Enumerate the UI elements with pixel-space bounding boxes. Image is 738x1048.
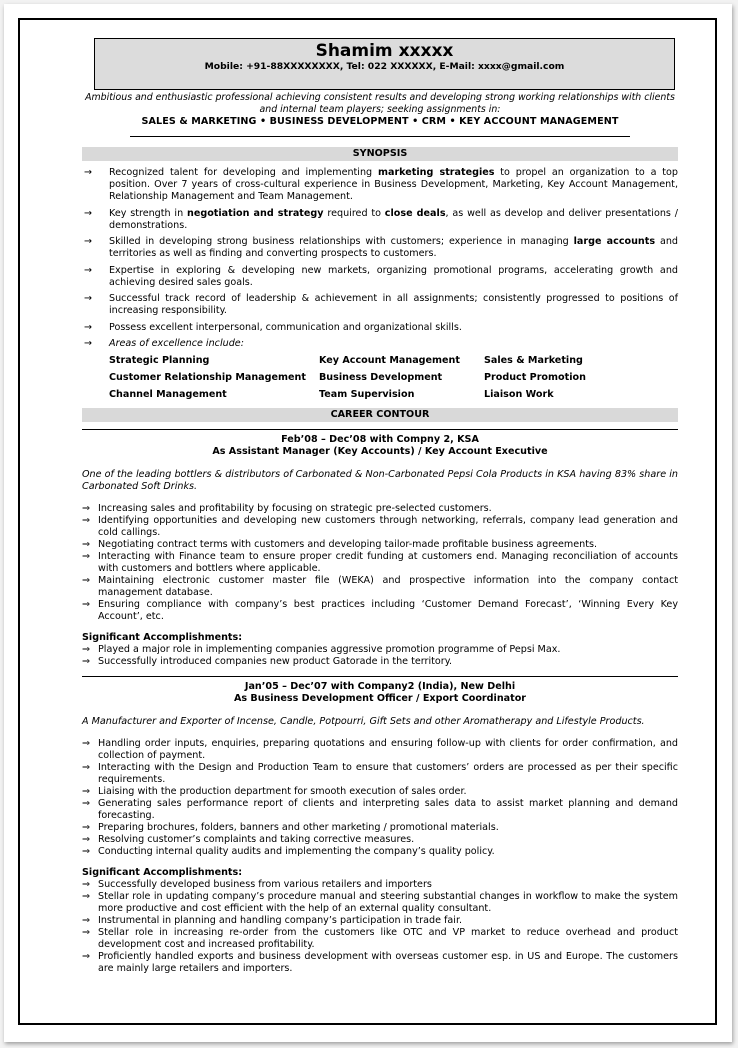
- emphasis-text: marketing strategies: [377, 167, 495, 178]
- synopsis-item: [82, 208, 678, 232]
- double-arrow-bullet-icon: ⇒: [82, 550, 91, 562]
- job-duty: [82, 515, 678, 539]
- duty-text: Preparing brochures, folders, banners and other marketing / promotional materials.: [98, 821, 499, 833]
- job-role: As Business Development Officer / Export Coordinator: [233, 692, 527, 704]
- accomplishments-list: [82, 644, 678, 668]
- job-duties-list: [82, 738, 678, 858]
- company-description: One of the leading bottlers & distributors of Carbonated & Non-Carbonated Pepsi Cola Products in KSA having 83% share in Carbonated Soft Drinks.: [82, 468, 678, 492]
- resume-header: [94, 38, 675, 90]
- double-arrow-bullet-icon: ⇒: [82, 821, 91, 833]
- accomplishment-text: Stellar role in updating company’s procedure manual and steering substantial changes in workflow to make the system more productive and cost efficient with the help of an external quality consultant.: [98, 890, 678, 914]
- excellence-grid: [82, 355, 678, 401]
- synopsis-text: Possess excellent interpersonal, communication and organizational skills.: [109, 321, 462, 333]
- double-arrow-bullet-icon: ⇒: [82, 655, 91, 667]
- resume-content: [82, 20, 678, 975]
- candidate-name: Shamim xxxxx: [315, 41, 454, 61]
- excellence-label: Areas of excellence include:: [109, 338, 244, 349]
- job-period: Jan’05 – Dec’07 with Company2 (India), New Delhi: [244, 680, 516, 692]
- job-duty: [82, 822, 678, 834]
- job-duty: [82, 786, 678, 798]
- excellence-skill: Product Promotion: [484, 371, 586, 383]
- excellence-skill: Key Account Management: [319, 354, 460, 366]
- double-arrow-bullet-icon: ⇒: [82, 833, 91, 845]
- accomplishment-text: Instrumental in planning and handling company’s participation in trade fair.: [98, 914, 463, 926]
- job-duty: [82, 503, 678, 515]
- double-arrow-bullet-icon: ⇒: [82, 502, 91, 514]
- accomplishment-item: [82, 656, 678, 668]
- excellence-item: [82, 338, 678, 350]
- accomplishments-heading: Significant Accomplishments:: [82, 631, 243, 643]
- double-arrow-bullet-icon: ⇒: [82, 598, 91, 610]
- accomplishment-item: [82, 951, 678, 975]
- excellence-skill: Strategic Planning: [109, 354, 210, 366]
- double-arrow-bullet-icon: ⇒: [82, 643, 91, 655]
- double-arrow-bullet-icon: ⇒: [82, 797, 91, 809]
- summary-divider: [130, 136, 630, 137]
- synopsis-text: , as well as develop and deliver presentations / demonstrations.: [109, 207, 678, 231]
- arrow-bullet-icon: →: [84, 293, 93, 304]
- arrow-bullet-icon: →: [84, 264, 93, 276]
- accomplishment-item: [82, 915, 678, 927]
- synopsis-item: [82, 236, 678, 260]
- duty-text: Identifying opportunities and developing new customers through networking, referrals, company lead generation and cold callings.: [98, 514, 678, 538]
- accomplishment-item: [82, 644, 678, 656]
- job-duty: [82, 798, 678, 822]
- excellence-skill: Business Development: [319, 371, 443, 383]
- job-duty: [82, 846, 678, 858]
- emphasis-text: large accounts: [573, 236, 656, 247]
- career-heading: CAREER CONTOUR: [82, 408, 678, 422]
- accomplishment-item: [82, 879, 678, 891]
- job-duty: [82, 599, 678, 623]
- double-arrow-bullet-icon: ⇒: [82, 737, 91, 749]
- duty-text: Generating sales performance report of clients and interpreting sales data to assist market planning and demand forecasting.: [98, 797, 678, 821]
- duty-text: Liaising with the production department for smooth execution of sales order.: [98, 785, 467, 797]
- double-arrow-bullet-icon: ⇒: [82, 950, 91, 962]
- synopsis-heading: SYNOPSIS: [82, 147, 678, 161]
- synopsis-list: [82, 167, 678, 401]
- arrow-bullet-icon: →: [84, 207, 93, 219]
- accomplishment-text: Successfully developed business from various retailers and importers: [98, 878, 432, 890]
- double-arrow-bullet-icon: ⇒: [82, 574, 91, 586]
- job-duty: [82, 762, 678, 786]
- synopsis-item: [82, 265, 678, 289]
- double-arrow-bullet-icon: ⇒: [82, 878, 91, 890]
- synopsis-item: [82, 322, 678, 334]
- excellence-skill: Channel Management: [109, 388, 227, 400]
- accomplishment-text: Successfully introduced companies new product Gatorade in the territory.: [98, 655, 453, 667]
- synopsis-text: Expertise in exploring & developing new markets, organizing promotional programs, accelerating growth and achieving desired sales goals.: [109, 264, 678, 288]
- job-duty: [82, 575, 678, 599]
- double-arrow-bullet-icon: ⇒: [82, 890, 91, 902]
- target-domains: SALES & MARKETING • BUSINESS DEVELOPMENT • CRM • KEY ACCOUNT MANAGEMENT: [141, 116, 619, 127]
- double-arrow-bullet-icon: ⇒: [82, 845, 91, 857]
- synopsis-text: to propel an organization to a top position. Over 7 years of cross-cultural experience in Business Development, Marketing, Key Account Management, Relationship Management and Team Management.: [109, 167, 678, 202]
- duty-text: Conducting internal quality audits and implementing the company’s quality policy.: [98, 845, 495, 857]
- double-arrow-bullet-icon: ⇒: [82, 514, 91, 526]
- arrow-bullet-icon: →: [84, 338, 93, 349]
- company-description: A Manufacturer and Exporter of Incense, Candle, Potpourri, Gift Sets and other Aromatherapy and Lifestyle Products.: [82, 715, 645, 727]
- accomplishments-heading: Significant Accomplishments:: [82, 866, 243, 878]
- job-duty: [82, 551, 678, 575]
- synopsis-text: Key strength in: [109, 207, 187, 219]
- accomplishment-item: [82, 927, 678, 951]
- synopsis-item: [82, 293, 678, 317]
- duty-text: Maintaining electronic customer master file (WEKA) and prospective information into the company contact management database.: [98, 574, 678, 598]
- accomplishments-list: [82, 879, 678, 975]
- duty-text: Increasing sales and profitability by focusing on strategic pre-selected customers.: [98, 502, 492, 514]
- double-arrow-bullet-icon: ⇒: [82, 926, 91, 938]
- excellence-skill: Liaison Work: [484, 388, 554, 400]
- emphasis-text: close deals: [384, 207, 446, 219]
- duty-text: Interacting with the Design and Production Team to ensure that customers’ orders are processed as per their specific requirements.: [98, 761, 678, 785]
- double-arrow-bullet-icon: ⇒: [82, 914, 91, 926]
- excellence-skill: Sales & Marketing: [484, 354, 583, 366]
- excellence-skill: Team Supervision: [319, 388, 415, 400]
- accomplishment-text: Played a major role in implementing companies aggressive promotion programme of Pepsi Max.: [98, 643, 561, 655]
- job-header: [82, 676, 678, 705]
- excellence-skill: Customer Relationship Management: [109, 371, 306, 383]
- duty-text: Negotiating contract terms with customers and developing tailor-made profitable business agreements.: [98, 538, 598, 550]
- duty-text: Resolving customer’s complaints and taking corrective measures.: [98, 833, 415, 845]
- arrow-bullet-icon: →: [84, 236, 93, 247]
- job-header: [82, 429, 678, 458]
- duty-text: Handling order inputs, enquiries, preparing quotations and ensuring follow-up with clients for order confirmation, and collection of payment.: [98, 737, 678, 761]
- synopsis-text: and territories as well as finding and converting prospects to customers.: [109, 236, 678, 259]
- job-duties-list: [82, 503, 678, 623]
- duty-text: Ensuring compliance with company’s best practices including ‘Customer Demand Forecast’, ‘Winning Every Key Account’, etc.: [98, 598, 678, 622]
- career-jobs: [82, 429, 678, 975]
- job-role: As Assistant Manager (Key Accounts) / Key Account Executive: [212, 445, 548, 457]
- accomplishment-text: Stellar role in increasing re-order from the customers like OTC and VP market to reduce overhead and product development cost and increased profitability.: [98, 926, 678, 950]
- job-duty: [82, 834, 678, 846]
- duty-text: Interacting with Finance team to ensure proper credit funding at customers end. Managing reconciliation of accounts with customers and bottlers where applicable.: [98, 550, 678, 574]
- job-duty: [82, 738, 678, 762]
- arrow-bullet-icon: →: [84, 167, 93, 178]
- synopsis-text: Skilled in developing strong business relationships with customers; experience in managing: [109, 236, 574, 247]
- synopsis-text: required to: [323, 207, 385, 219]
- double-arrow-bullet-icon: ⇒: [82, 538, 91, 550]
- page-border: [18, 18, 717, 1025]
- synopsis-item: [82, 167, 678, 203]
- document-page: [4, 4, 732, 1042]
- job-duty: [82, 539, 678, 551]
- double-arrow-bullet-icon: ⇒: [82, 761, 91, 773]
- emphasis-text: negotiation and strategy: [186, 207, 324, 219]
- synopsis-text: Recognized talent for developing and implementing: [109, 167, 378, 178]
- job-period: Feb’08 – Dec’08 with Compny 2, KSA: [281, 433, 479, 445]
- accomplishment-item: [82, 891, 678, 915]
- contact-line: Mobile: +91-88XXXXXXXX, Tel: 022 XXXXXX, E-Mail: xxxx@gmail.com: [204, 61, 565, 72]
- double-arrow-bullet-icon: ⇒: [82, 785, 91, 797]
- synopsis-text: Successful track record of leadership & achievement in all assignments; consistently progressed to positions of increasing responsibility.: [109, 293, 678, 316]
- arrow-bullet-icon: →: [84, 321, 93, 333]
- profile-tagline: Ambitious and enthusiastic professional achieving consistent results and developing strong working relationships with clients and internal team players; seeking assignments in:: [85, 92, 675, 115]
- accomplishment-text: Proficiently handled exports and business development with overseas customer esp. in US and Europe. The customers are mainly large retailers and importers.: [98, 950, 678, 974]
